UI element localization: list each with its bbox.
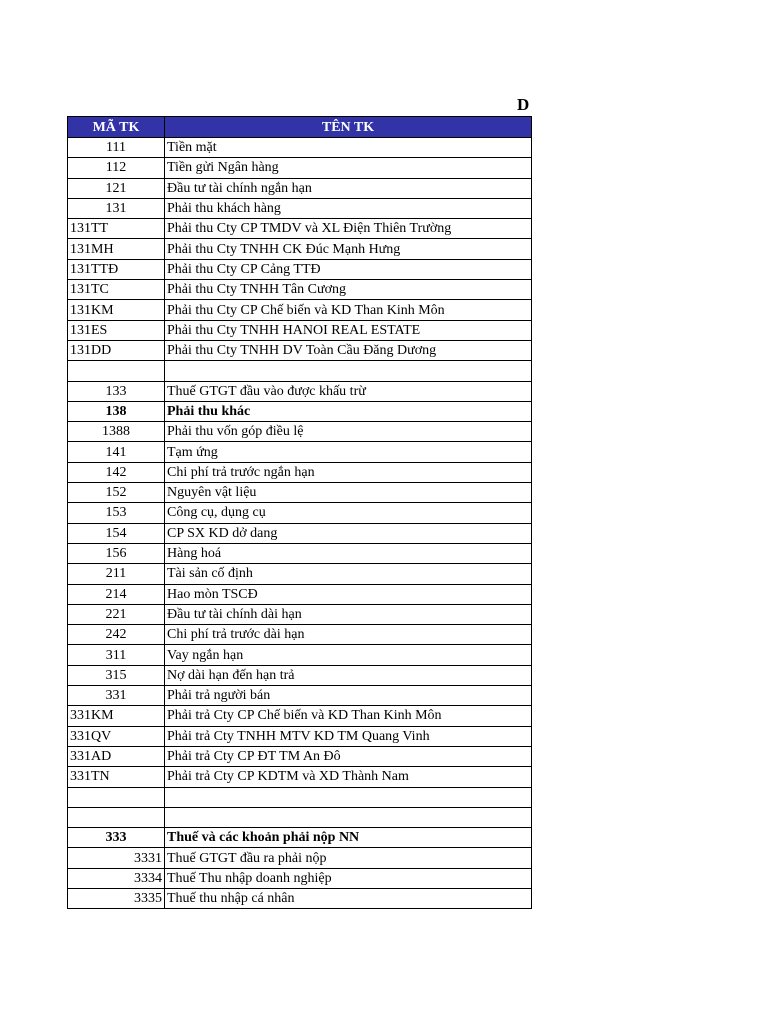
account-name-cell[interactable]: Hàng hoá	[165, 543, 532, 563]
account-code-cell[interactable]: 315	[68, 665, 165, 685]
table-row	[68, 381, 532, 401]
table-row	[68, 219, 532, 239]
account-code-cell[interactable]: 133	[68, 381, 165, 401]
table-row	[68, 665, 532, 685]
account-code-cell[interactable]: 112	[68, 158, 165, 178]
account-name-cell[interactable]: Tài sản cố định	[165, 564, 532, 584]
table-row	[68, 807, 532, 827]
account-code-cell[interactable]: 138	[68, 401, 165, 421]
account-name-cell[interactable]: Phải thu vốn góp điều lệ	[165, 422, 532, 442]
account-code-cell[interactable]: 131MH	[68, 239, 165, 259]
account-name-cell[interactable]: Thuế Thu nhập doanh nghiệp	[165, 868, 532, 888]
account-code-cell[interactable]: 331KM	[68, 706, 165, 726]
account-name-cell[interactable]: Phải trả Cty TNHH MTV KD TM Quang Vinh	[165, 726, 532, 746]
account-code-cell[interactable]: 131TC	[68, 280, 165, 300]
account-name-cell[interactable]	[165, 807, 532, 827]
header-row	[68, 117, 532, 138]
account-code-cell[interactable]: 221	[68, 604, 165, 624]
table-row	[68, 239, 532, 259]
table-row	[68, 462, 532, 482]
table-row	[68, 787, 532, 807]
table-row	[68, 300, 532, 320]
table-row	[68, 523, 532, 543]
table-row	[68, 645, 532, 665]
account-code-cell[interactable]: 156	[68, 543, 165, 563]
account-name-cell[interactable]: Thuế thu nhập cá nhân	[165, 888, 532, 908]
header-account-code[interactable]: MÃ TK	[68, 117, 165, 138]
account-name-cell[interactable]: Phải trả Cty CP ĐT TM An Đô	[165, 746, 532, 766]
account-name-cell[interactable]: Tiền gửi Ngân hàng	[165, 158, 532, 178]
account-code-cell[interactable]: 331	[68, 686, 165, 706]
account-name-cell[interactable]: Vay ngắn hạn	[165, 645, 532, 665]
account-name-cell[interactable]: Phải thu khách hàng	[165, 198, 532, 218]
account-name-cell[interactable]: Phải thu Cty TNHH HANOI REAL ESTATE	[165, 320, 532, 340]
table-row	[68, 320, 532, 340]
table-row	[68, 138, 532, 158]
account-code-cell[interactable]: 142	[68, 462, 165, 482]
account-code-cell[interactable]: 333	[68, 828, 165, 848]
account-code-cell[interactable]: 131TTĐ	[68, 259, 165, 279]
account-name-cell[interactable]: Phải thu Cty CP Cảng TTĐ	[165, 259, 532, 279]
account-code-cell[interactable]: 131KM	[68, 300, 165, 320]
account-name-cell[interactable]: Tạm ứng	[165, 442, 532, 462]
account-code-cell[interactable]: 3335	[68, 888, 165, 908]
account-code-cell[interactable]: 331QV	[68, 726, 165, 746]
account-name-cell[interactable]: Phải thu Cty TNHH Tân Cương	[165, 280, 532, 300]
account-code-cell[interactable]: 331AD	[68, 746, 165, 766]
account-name-cell[interactable]: Phải trả người bán	[165, 686, 532, 706]
account-code-cell[interactable]: 242	[68, 625, 165, 645]
account-name-cell[interactable]: Thuế và các khoản phải nộp NN	[165, 828, 532, 848]
account-name-cell[interactable]: Phải thu Cty TNHH DV Toàn Cầu Đăng Dương	[165, 340, 532, 360]
account-name-cell[interactable]: Thuế GTGT đầu vào được khấu trừ	[165, 381, 532, 401]
table-row	[68, 361, 532, 381]
table-row	[68, 706, 532, 726]
account-code-cell[interactable]: 121	[68, 178, 165, 198]
account-name-cell[interactable]: Phải thu Cty CP TMDV và XL Điện Thiên Trường	[165, 219, 532, 239]
account-name-cell[interactable]: Chi phí trả trước dài hạn	[165, 625, 532, 645]
account-name-cell[interactable]: CP SX KD dở dang	[165, 523, 532, 543]
account-code-cell[interactable]: 331TN	[68, 767, 165, 787]
account-code-cell[interactable]: 3331	[68, 848, 165, 868]
table-row	[68, 888, 532, 908]
account-code-cell[interactable]: 111	[68, 138, 165, 158]
table-row	[68, 422, 532, 442]
account-name-cell[interactable]: Phải trả Cty CP KDTM và XD Thành Nam	[165, 767, 532, 787]
account-code-cell[interactable]	[68, 361, 165, 381]
table-row	[68, 543, 532, 563]
table-row	[68, 848, 532, 868]
table-row	[68, 280, 532, 300]
account-name-cell[interactable]: Thuế GTGT đầu ra phải nộp	[165, 848, 532, 868]
table-row	[68, 401, 532, 421]
table-row	[68, 340, 532, 360]
account-code-cell[interactable]: 311	[68, 645, 165, 665]
account-code-cell[interactable]: 152	[68, 483, 165, 503]
account-code-cell[interactable]: 131DD	[68, 340, 165, 360]
table-row	[68, 604, 532, 624]
table-row	[68, 198, 532, 218]
table-row	[68, 625, 532, 645]
table-row	[68, 828, 532, 848]
account-code-cell[interactable]: 131ES	[68, 320, 165, 340]
sheet-title-fragment: D	[517, 95, 530, 114]
table-row	[68, 503, 532, 523]
account-name-cell[interactable]: Chi phí trả trước ngắn hạn	[165, 462, 532, 482]
table-row	[68, 158, 532, 178]
header-account-name[interactable]: TÊN TK	[165, 117, 532, 138]
account-code-cell[interactable]	[68, 807, 165, 827]
account-name-cell[interactable]: Tiền mặt	[165, 138, 532, 158]
account-table	[67, 116, 532, 909]
table-row	[68, 178, 532, 198]
account-code-cell[interactable]: 131TT	[68, 219, 165, 239]
account-code-cell[interactable]: 141	[68, 442, 165, 462]
account-name-cell[interactable]: Nguyên vật liệu	[165, 483, 532, 503]
account-code-cell[interactable]: 1388	[68, 422, 165, 442]
account-name-cell[interactable]	[165, 361, 532, 381]
account-name-cell[interactable]: Phải trả Cty CP Chế biến và KD Than Kinh Môn	[165, 706, 532, 726]
account-code-cell[interactable]: 154	[68, 523, 165, 543]
account-name-cell[interactable]: Phải thu Cty TNHH CK Đúc Mạnh Hưng	[165, 239, 532, 259]
table-row	[68, 868, 532, 888]
table-row	[68, 442, 532, 462]
account-name-cell[interactable]: Phải thu khác	[165, 401, 532, 421]
account-code-cell[interactable]: 3334	[68, 868, 165, 888]
account-name-cell[interactable]: Công cụ, dụng cụ	[165, 503, 532, 523]
table-row	[68, 259, 532, 279]
account-name-cell[interactable]	[165, 787, 532, 807]
table-row	[68, 483, 532, 503]
account-name-cell[interactable]: Nợ dài hạn đến hạn trả	[165, 665, 532, 685]
table-row	[68, 767, 532, 787]
table-row	[68, 686, 532, 706]
table-row	[68, 564, 532, 584]
account-code-cell[interactable]	[68, 787, 165, 807]
table-row	[68, 726, 532, 746]
account-name-cell[interactable]: Đầu tư tài chính ngắn hạn	[165, 178, 532, 198]
account-code-cell[interactable]: 211	[68, 564, 165, 584]
account-name-cell[interactable]: Hao mòn TSCĐ	[165, 584, 532, 604]
table-row	[68, 584, 532, 604]
account-code-cell[interactable]: 214	[68, 584, 165, 604]
account-name-cell[interactable]: Đầu tư tài chính dài hạn	[165, 604, 532, 624]
account-rows	[68, 138, 532, 909]
account-name-cell[interactable]: Phải thu Cty CP Chế biến và KD Than Kinh Môn	[165, 300, 532, 320]
account-code-cell[interactable]: 131	[68, 198, 165, 218]
account-code-cell[interactable]: 153	[68, 503, 165, 523]
table-row	[68, 746, 532, 766]
